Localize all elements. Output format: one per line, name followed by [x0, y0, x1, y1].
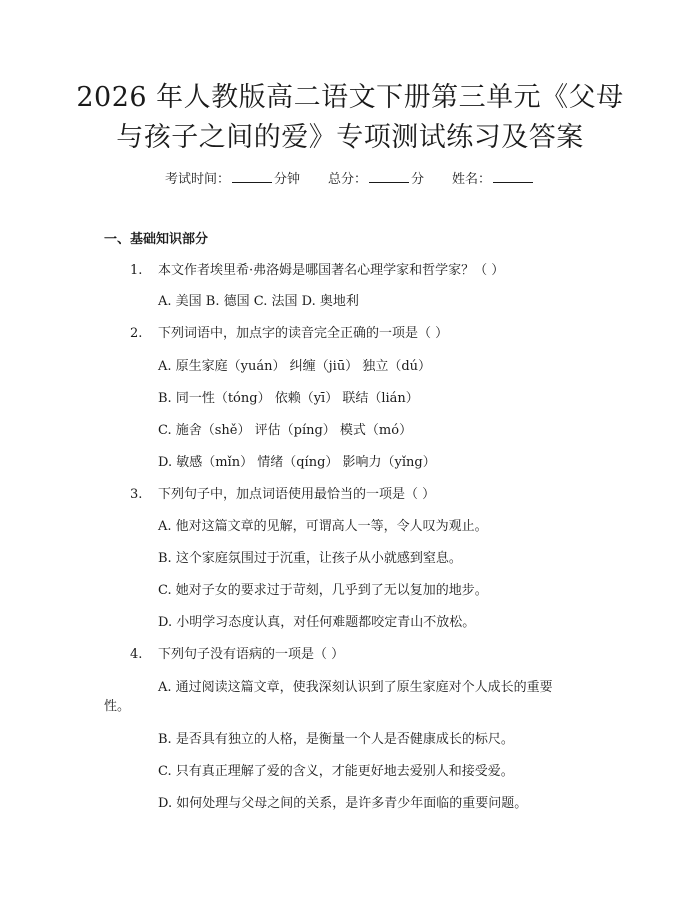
question-2-option-c: C. 施舍（shě） 评估（píng） 模式（mó） — [158, 423, 413, 438]
question-text: 下列句子没有语病的一项是（ ） — [158, 647, 345, 662]
question-1-options: A. 美国 B. 德国 C. 法国 D. 奥地利 — [158, 294, 359, 309]
question-1 — [130, 261, 504, 281]
question-2-option-d: D. 敏感（mǐn） 情绪（qíng） 影响力（yǐng） — [158, 455, 436, 470]
document-title-line1: 2026 年人教版高二语文下册第三单元《父母 — [76, 82, 624, 113]
score-blank — [369, 169, 409, 183]
question-4-option-c: C. 只有真正理解了爱的含义，才能更好地去爱别人和接受爱。 — [158, 764, 514, 779]
question-4-option-d: D. 如何处理与父母之间的关系，是许多青少年面临的重要问题。 — [158, 796, 528, 811]
name-blank — [493, 169, 533, 183]
question-text: 下列词语中，加点字的读音完全正确的一项是（ ） — [158, 326, 449, 341]
question-2-option-b: B. 同一性（tóng） 依赖（yī） 联结（lián） — [158, 391, 419, 406]
time-unit: 分钟 — [273, 172, 300, 187]
name-label: 姓名： — [452, 172, 492, 187]
question-text: 本文作者埃里希·弗洛姆是哪国著名心理学家和哲学家？（ ） — [158, 263, 505, 278]
time-blank — [232, 169, 272, 183]
question-4-option-a-continued: 性。 — [104, 699, 131, 714]
question-text: 下列句子中，加点词语使用最恰当的一项是（ ） — [158, 487, 436, 502]
question-3-option-c: C. 她对子女的要求过于苛刻，几乎到了无以复加的地步。 — [158, 583, 488, 598]
question-3 — [130, 485, 435, 505]
document-title-line2: 与孩子之间的爱》专项测试练习及答案 — [116, 122, 584, 153]
question-2 — [130, 324, 448, 344]
question-4-option-b: B. 是否具有独立的人格，是衡量一个人是否健康成长的标尺。 — [158, 732, 514, 747]
question-3-option-b: B. 这个家庭氛围过于沉重，让孩子从小就感到窒息。 — [158, 551, 462, 566]
question-number: 2. — [130, 326, 143, 341]
question-3-option-a: A. 他对这篇文章的见解，可谓高人一等，令人叹为观止。 — [158, 519, 488, 534]
question-4-option-a: A. 通过阅读这篇文章，使我深刻认识到了原生家庭对个人成长的重要 — [158, 680, 553, 695]
exam-info-line — [0, 169, 700, 190]
section-heading-basics: 一、基础知识部分 — [104, 232, 209, 247]
score-label: 总分： — [327, 172, 367, 187]
question-number: 3. — [130, 487, 143, 502]
question-number: 1. — [130, 263, 143, 278]
score-unit: 分 — [411, 172, 425, 187]
question-number: 4. — [130, 647, 143, 662]
question-3-option-d: D. 小明学习态度认真，对任何难题都咬定青山不放松。 — [158, 615, 476, 630]
question-2-option-a: A. 原生家庭（yuán） 纠缠（jiū） 独立（dú） — [158, 359, 432, 374]
time-label: 考试时间： — [164, 172, 230, 187]
question-4 — [130, 645, 344, 665]
